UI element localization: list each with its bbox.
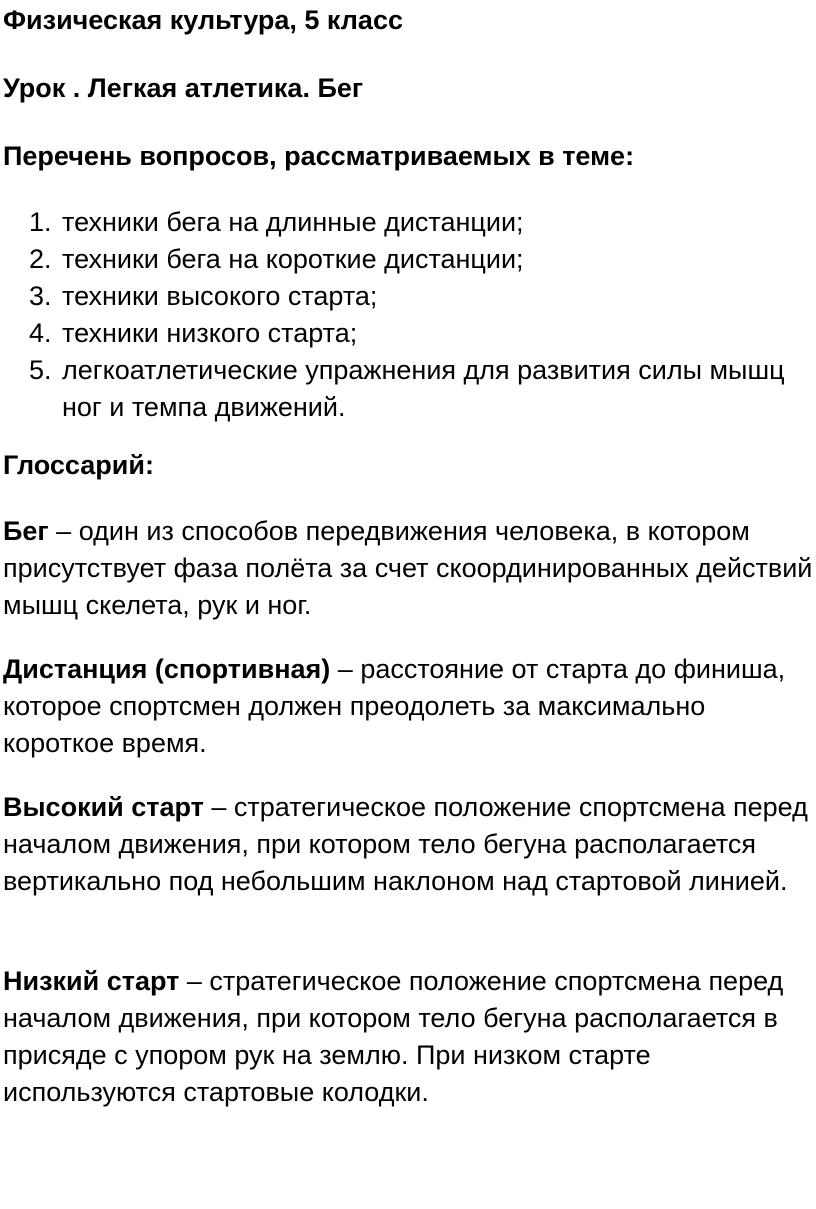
- glossary-entry-low-start: [3, 963, 816, 1111]
- list-item-text: техники низкого старта;: [62, 318, 358, 348]
- topics-list: [0, 204, 816, 426]
- list-item-text: легкоатлетические упражнения для развития силы мышц ног и темпа движений.: [62, 355, 785, 422]
- glossary-definition: – стратегическое положение спортсмена перед началом движения, при котором тело бегуна располагается в присяде с упором рук на землю. При низком старте используются стартовые колодки.: [3, 966, 784, 1107]
- course-title: Физическая культура, 5 класс: [3, 5, 403, 35]
- glossary-term: Дистанция (спортивная): [3, 654, 331, 684]
- list-item-number: 5.: [29, 355, 52, 385]
- glossary-title: Глоссарий:: [3, 450, 154, 480]
- glossary-entry-high-start: [3, 789, 816, 900]
- glossary-definition: – расстояние от старта до финиша, которое спортсмен должен преодолеть за максимально короткое время.: [3, 654, 786, 758]
- list-item: [0, 204, 816, 241]
- glossary-definition: – стратегическое положение спортсмена перед началом движения, при котором тело бегуна располагается вертикально под небольшим наклоном над стартовой линией.: [3, 792, 808, 896]
- topics-title: Перечень вопросов, рассматриваемых в теме:: [3, 141, 635, 171]
- glossary-term: Низкий старт: [3, 966, 180, 996]
- list-item-text: техники бега на длинные дистанции;: [62, 207, 524, 237]
- list-item-number: 2.: [29, 244, 52, 274]
- list-item: [0, 315, 816, 352]
- glossary-term: Бег: [3, 516, 49, 546]
- list-item-text: техники бега на короткие дистанции;: [62, 244, 524, 274]
- list-item: [0, 352, 816, 426]
- glossary-entry-run: [3, 513, 816, 624]
- glossary-definition: – один из способов передвижения человека, в котором присутствует фаза полёта за счет скоординированных действий мышц скелета, рук и ног.: [3, 516, 813, 620]
- glossary-term: Высокий старт: [3, 792, 204, 822]
- list-item-number: 1.: [29, 207, 52, 237]
- list-item-number: 4.: [29, 318, 52, 348]
- list-item: [0, 241, 816, 278]
- lesson-title: Урок . Легкая атлетика. Бег: [3, 73, 364, 103]
- list-item-text: техники высокого старта;: [62, 281, 378, 311]
- list-item: [0, 278, 816, 315]
- list-item-number: 3.: [29, 281, 52, 311]
- glossary-entry-distance: [3, 651, 816, 762]
